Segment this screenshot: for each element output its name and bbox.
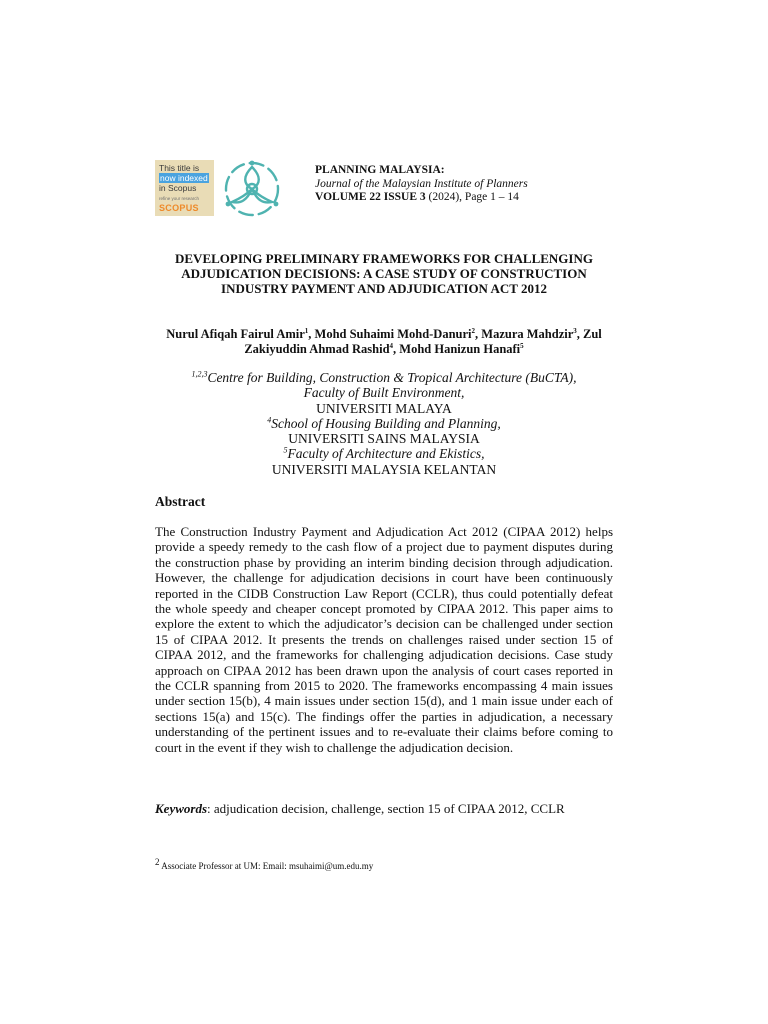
author-name: Zul Zakiyuddin Ahmad Rashid [244,327,602,356]
author-sup: 4 [389,341,394,350]
abstract-heading: Abstract [155,494,206,509]
keywords-line [155,801,625,816]
affiliation-sup: 1,2,3 [191,369,208,379]
footnote-sup: 2 [155,857,160,867]
affiliations [150,370,618,477]
paper-title: DEVELOPING PRELIMINARY FRAMEWORKS FOR CHALLENGING ADJUDICATION DECISIONS: A CASE STUDY OF CONSTRUCTION INDUSTRY PAYMENT AND ADJUDICATION ACT 2012 [175,251,593,297]
journal-volume: VOLUME 22 ISSUE 3 [315,191,426,203]
author-list [150,327,618,357]
affiliation-line [150,446,618,461]
abstract-body: The Construction Industry Payment and Adjudication Act 2012 (CIPAA 2012) helps provide a speedy remedy to the cash flow of a project due to payment disputes during the construction phase by providing an interim binding decision through adjudication. However, the challenge for adjudication decisions in court have been continuously reported in the CIDB Construction Law Report (CCLR), thus could potentially defeat the whole speedy and cheaper concept promoted by CIPAA 2012. This paper aims to explore the extent to which the adjudicator’s decision can be challenged under section 15 of CIPAA 2012. It presents the trends on challenges raised under section 15 of CIPAA 2012, and the frameworks for challenging adjudication decisions. Case study approach on CIPAA 2012 has been drawn upon the analysis of court cases reported in the CCLR spanning from 2015 to 2020. The frameworks encompassing 4 main issues under section 15(b), 4 main issues under section 15(d), and 1 main issue under each of sections 15(a) and 15(c). The findings offer the parties in adjudication, a necessary understanding of the pertinent issues and to re-evaluate their claims before coming to court in the event if they wish to challenge the adjudication decision. [155,524,613,755]
affiliation-line [150,416,618,431]
journal-header [155,158,615,218]
keywords-colon: : [207,801,211,816]
author-sup: 1 [304,326,309,335]
author-name: Mohd Suhaimi Mohd-Danuri [314,327,472,341]
footnote [155,857,374,872]
author-name: Nurul Afiqah Fairul Amir [166,327,305,341]
journal-name: PLANNING MALAYSIA: [315,164,445,176]
author-sup: 2 [471,326,476,335]
author-sup: 3 [573,326,577,335]
author-separator: , [393,342,400,356]
badge-tagline: refine your research [159,196,200,201]
author-separator: , [475,327,482,341]
affiliation-text: Faculty of Architecture and Ekistics, [287,446,485,462]
affiliation-text: Centre for Building, Construction & Tropical Architecture (BuCTA), [207,370,577,385]
affiliation-sup: 5 [283,445,288,455]
footnote-text: Associate Professor at UM: Email: msuhaimi@um.edu.my [159,861,374,871]
badge-line-3: in Scopus [159,183,197,193]
badge-line-2 [159,173,209,183]
author-name: Mazura Mahdzir [481,327,574,341]
university-name: UNIVERSITI MALAYSIA KELANTAN [271,461,497,477]
affiliation-line [150,370,618,385]
badge-line-1: This title is [159,163,200,173]
keywords-text: adjudication decision, challenge, section 15 of CIPAA 2012, CCLR [210,801,565,816]
journal-volume-line [315,191,528,205]
journal-info [315,164,528,205]
author-sup: 5 [520,341,524,350]
scopus-indexed-badge [155,160,214,216]
journal-pages: (2024), Page 1 – 14 [425,191,519,203]
university-name: UNIVERSITI MALAYA [316,400,452,416]
planning-malaysia-logo [219,158,285,220]
scopus-brand-text: SCOPUS [159,203,199,213]
journal-subtitle: Journal of the Malaysian Institute of Planners [315,177,528,190]
affiliation-line: Faculty of Built Environment, [303,385,465,401]
affiliation-sup: 4 [267,415,272,425]
author-separator: , [308,327,315,341]
author-name: Mohd Hanizun Hanafi [399,342,521,356]
author-separator: , [576,327,584,341]
affiliation-text: School of Housing Building and Planning, [271,415,501,431]
university-name: UNIVERSITI SAINS MALAYSIA [288,431,480,447]
badge-highlight-text: now indexed [160,173,208,183]
keywords-label: Keywords [155,801,207,816]
